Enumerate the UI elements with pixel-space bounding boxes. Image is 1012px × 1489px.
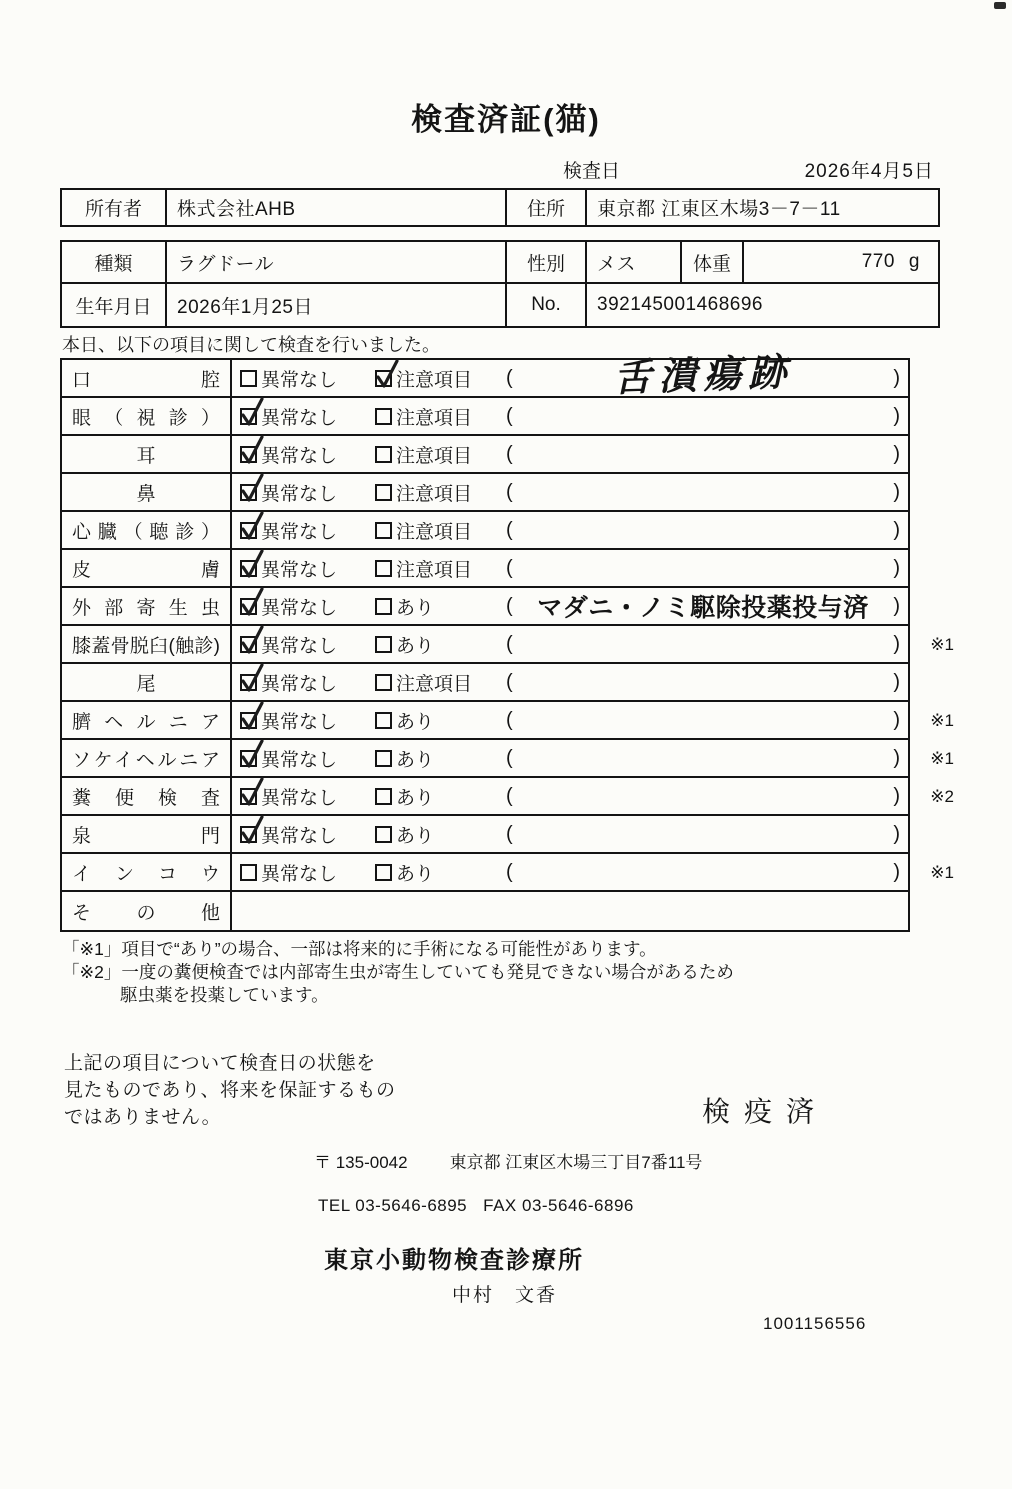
clinic-address: 東京都 江東区木場三丁目7番11号	[449, 1153, 703, 1172]
item-cell	[62, 512, 232, 548]
options-cell	[232, 740, 954, 776]
options-cell	[232, 474, 908, 510]
checklist-row	[62, 892, 908, 930]
ref-note: ※1	[930, 635, 954, 654]
pet-row-1	[62, 242, 938, 284]
id-number-label: No.	[507, 284, 587, 326]
checkbox-icon	[240, 408, 257, 425]
owner-table	[60, 188, 940, 227]
options-cell	[232, 436, 908, 472]
checkbox-icon	[375, 712, 392, 729]
finding-parentheses	[506, 861, 908, 884]
option-no-abnormality	[240, 479, 375, 506]
finding-parentheses	[506, 588, 908, 624]
option-label: あり	[396, 863, 435, 885]
weight-unit: g	[908, 251, 920, 272]
checkbox-icon	[375, 750, 392, 767]
options-cell	[232, 664, 908, 700]
handwritten-check-icon	[238, 699, 266, 733]
options-cell	[232, 512, 908, 548]
option-no-abnormality	[240, 707, 375, 734]
id-number-value: 392145001468696	[597, 294, 764, 315]
intro-text: 本日、以下の項目に関して検査を行いました。	[62, 335, 440, 355]
option-label: 注意項目	[396, 559, 473, 581]
checklist-row	[62, 740, 954, 778]
item-cell	[62, 816, 232, 852]
birthdate-label: 生年月日	[62, 284, 167, 326]
disclaimer-line-2: 見たものであり、将来を保証するもの	[64, 1080, 396, 1101]
checklist-row	[62, 512, 908, 550]
weight-cell	[744, 242, 938, 282]
item-cell	[62, 854, 232, 890]
option-label: 注意項目	[396, 521, 473, 543]
item-cell	[62, 398, 232, 434]
page-title: 検査済証(猫)	[411, 102, 601, 137]
options-cell	[232, 816, 908, 852]
sex-value: メス	[587, 242, 682, 282]
checklist-row	[62, 436, 908, 474]
option-attention	[375, 365, 506, 392]
item-label: 糞便検査	[72, 787, 220, 809]
finding-parentheses	[506, 443, 908, 466]
checklist-row	[62, 778, 954, 816]
finding-parentheses	[506, 519, 908, 542]
checkbox-icon	[375, 598, 392, 615]
option-label: あり	[396, 749, 435, 771]
option-label: 異常なし	[261, 787, 338, 809]
option-attention	[375, 441, 506, 468]
option-attention	[375, 821, 506, 848]
item-cell	[62, 664, 232, 700]
handwritten-check-icon	[238, 509, 266, 543]
checkbox-icon	[240, 674, 257, 691]
options-cell	[232, 626, 954, 662]
option-attention	[375, 479, 506, 506]
option-label: 注意項目	[396, 445, 473, 467]
option-label: あり	[396, 597, 435, 619]
option-label: 異常なし	[261, 445, 338, 467]
option-label: 異常なし	[261, 407, 338, 429]
owner-address-label: 住所	[507, 190, 587, 225]
item-cell	[62, 550, 232, 586]
option-label: 異常なし	[261, 863, 338, 885]
option-label: 異常なし	[261, 369, 338, 391]
item-label: 臍ヘルニア	[72, 711, 220, 733]
checkbox-icon	[375, 560, 392, 577]
finding-parentheses	[506, 747, 908, 770]
checkbox-icon	[240, 370, 257, 387]
option-attention	[375, 707, 506, 734]
footnote-1: 「※1」項目で“あり”の場合、一部は将来的に手術になる可能性があります。	[62, 939, 657, 959]
checklist-row	[62, 664, 908, 702]
option-attention	[375, 517, 506, 544]
pet-row-2	[62, 284, 938, 326]
checkbox-icon	[375, 484, 392, 501]
veterinarian-name: 中村 文香	[452, 1285, 558, 1306]
options-cell	[232, 550, 908, 586]
options-cell	[232, 348, 908, 401]
checklist-row	[62, 702, 954, 740]
item-cell	[62, 740, 232, 776]
handwritten-check-icon	[238, 547, 266, 581]
checkbox-icon	[375, 408, 392, 425]
disclaimer-line-3: ではありません。	[64, 1107, 222, 1128]
owner-row	[62, 190, 938, 225]
item-label: 尾	[136, 673, 156, 695]
weight-value: 770	[861, 251, 895, 272]
checkbox-icon	[240, 446, 257, 463]
item-label: ソケイヘルニア	[72, 749, 220, 771]
options-cell	[232, 702, 954, 738]
option-attention	[375, 403, 506, 430]
postal-code: 〒 135-0042	[314, 1153, 408, 1172]
checkbox-icon	[375, 522, 392, 539]
scan-artifact	[994, 2, 1006, 9]
handwritten-check-icon	[238, 813, 266, 847]
option-label: 注意項目	[396, 407, 473, 429]
sex-label: 性別	[507, 242, 587, 282]
option-no-abnormality	[240, 365, 375, 392]
inspection-date-label: 検査日	[563, 161, 621, 182]
checkbox-icon	[375, 826, 392, 843]
option-attention	[375, 593, 506, 620]
item-label: 心臓（聴診）	[72, 521, 220, 543]
item-cell	[62, 436, 232, 472]
tel-number: TEL 03-5646-6895	[318, 1196, 468, 1215]
option-attention	[375, 745, 506, 772]
option-label: あり	[396, 635, 435, 657]
checklist-row	[62, 854, 954, 892]
ref-note: ※1	[930, 863, 954, 882]
item-label: 眼（視診）	[72, 407, 220, 429]
handwritten-check-icon	[238, 471, 266, 505]
checklist-row	[62, 398, 908, 436]
checklist-row	[62, 626, 954, 664]
options-cell	[232, 854, 954, 890]
breed-label: 種類	[62, 242, 167, 282]
options-cell	[232, 398, 908, 434]
option-label: 異常なし	[261, 635, 338, 657]
option-label: あり	[396, 787, 435, 809]
handwritten-check-icon	[238, 737, 266, 771]
item-label: 泉門	[72, 825, 220, 847]
option-label: 異常なし	[261, 711, 338, 733]
checkbox-icon	[375, 636, 392, 653]
checkbox-icon	[375, 674, 392, 691]
option-label: 異常なし	[261, 825, 338, 847]
option-label: 注意項目	[396, 673, 473, 695]
options-cell	[232, 588, 908, 624]
finding-parentheses	[506, 823, 908, 846]
owner-value: 株式会社AHB	[167, 190, 507, 225]
item-label: 皮膚	[72, 559, 220, 581]
checkbox-icon	[240, 484, 257, 501]
finding-parentheses	[506, 633, 908, 656]
checkbox-icon	[240, 636, 257, 653]
fax-number: FAX 03-5646-6896	[483, 1196, 634, 1215]
checkbox-icon	[240, 864, 257, 881]
footnote-2: 「※2」一度の糞便検査では内部寄生虫が寄生していても発見できない場合があるため	[62, 962, 734, 982]
item-label: 口腔	[72, 369, 220, 391]
checklist-row	[62, 816, 908, 854]
item-cell	[62, 626, 232, 662]
option-no-abnormality	[240, 859, 375, 886]
owner-label: 所有者	[62, 190, 167, 225]
option-label: あり	[396, 825, 435, 847]
option-label: 異常なし	[261, 483, 338, 505]
option-attention	[375, 669, 506, 696]
finding-parentheses	[506, 405, 908, 428]
clinic-address-line	[314, 1148, 702, 1173]
handwritten-check-icon	[238, 395, 266, 429]
checklist-row	[62, 550, 908, 588]
footnote-2-continued: 駆虫薬を投薬しています。	[120, 985, 329, 1005]
item-cell	[62, 778, 232, 814]
finding-parentheses	[506, 557, 908, 580]
option-no-abnormality	[240, 441, 375, 468]
item-label: 外部寄生虫	[72, 597, 220, 619]
option-no-abnormality	[240, 555, 375, 582]
item-label: その他	[72, 902, 220, 924]
item-label: インコウ	[72, 863, 220, 885]
breed-value: ラグドール	[167, 242, 507, 282]
option-no-abnormality	[240, 631, 375, 658]
options-cell	[232, 778, 954, 814]
pet-table	[60, 240, 940, 328]
option-label: 注意項目	[396, 483, 473, 505]
birthdate-value: 2026年1月25日	[167, 284, 507, 326]
checkbox-icon	[375, 864, 392, 881]
tel-fax-line	[318, 1196, 634, 1216]
checkbox-icon	[240, 598, 257, 615]
disclaimer-block	[64, 1050, 396, 1131]
checkbox-icon	[240, 826, 257, 843]
option-label: 異常なし	[261, 597, 338, 619]
handwritten-check-icon	[238, 661, 266, 695]
handwritten-check-icon	[238, 433, 266, 467]
checkbox-icon	[240, 522, 257, 539]
handwritten-check-icon	[373, 357, 401, 391]
finding-value: ( 舌潰瘍跡	[612, 348, 794, 401]
option-no-abnormality	[240, 821, 375, 848]
option-label: 異常なし	[261, 521, 338, 543]
option-label: 異常なし	[261, 673, 338, 695]
finding-value: ( マダニ・ノミ駆除投薬投与済	[537, 594, 869, 622]
footnotes-block	[62, 938, 734, 1007]
handwritten-check-icon	[238, 623, 266, 657]
finding-parentheses	[506, 481, 908, 504]
checkbox-icon	[240, 560, 257, 577]
option-label: 異常なし	[261, 749, 338, 771]
ref-note: ※2	[930, 787, 954, 806]
finding-parentheses	[506, 785, 908, 808]
option-attention	[375, 555, 506, 582]
checkbox-icon	[375, 788, 392, 805]
item-cell	[62, 702, 232, 738]
checklist-row	[62, 588, 908, 626]
option-no-abnormality	[240, 783, 375, 810]
options-cell	[232, 892, 908, 930]
item-cell	[62, 360, 232, 396]
item-cell	[62, 474, 232, 510]
disclaimer-line-1: 上記の項目について検査日の状態を	[64, 1053, 376, 1074]
item-label: 鼻	[136, 483, 156, 505]
finding-parentheses	[506, 709, 908, 732]
finding-parentheses	[506, 671, 908, 694]
option-attention	[375, 783, 506, 810]
checkbox-icon	[240, 788, 257, 805]
item-label: 膝蓋骨脱臼(触診)	[72, 635, 220, 657]
handwritten-check-icon	[238, 585, 266, 619]
option-no-abnormality	[240, 517, 375, 544]
option-no-abnormality	[240, 403, 375, 430]
checklist-row	[62, 474, 908, 512]
inspection-date-value: 2026年4月5日	[804, 161, 934, 182]
option-attention	[375, 631, 506, 658]
option-no-abnormality	[240, 669, 375, 696]
item-cell	[62, 588, 232, 624]
ref-note: ※1	[930, 749, 954, 768]
option-attention	[375, 859, 506, 886]
checkbox-icon	[240, 712, 257, 729]
document-serial-number: 1001156556	[763, 1314, 867, 1333]
finding-parentheses	[506, 348, 908, 401]
owner-address-value: 東京都 江東区木場3－7－11	[597, 199, 841, 220]
item-label: 耳	[136, 445, 156, 467]
weight-label: 体重	[682, 242, 744, 282]
option-label: あり	[396, 711, 435, 733]
option-label: 注意項目	[396, 369, 473, 391]
clinic-name: 東京小動物検査診療所	[324, 1247, 584, 1274]
option-no-abnormality	[240, 593, 375, 620]
option-label: 異常なし	[261, 559, 338, 581]
item-cell	[62, 892, 232, 930]
handwritten-check-icon	[238, 775, 266, 809]
quarantine-passed-stamp: 検疫済	[702, 1096, 829, 1127]
checklist-table	[60, 348, 954, 932]
checkbox-icon	[375, 446, 392, 463]
ref-note: ※1	[930, 711, 954, 730]
checkbox-icon	[240, 750, 257, 767]
option-no-abnormality	[240, 745, 375, 772]
checkbox-icon	[375, 370, 392, 387]
checklist-row	[62, 348, 908, 401]
